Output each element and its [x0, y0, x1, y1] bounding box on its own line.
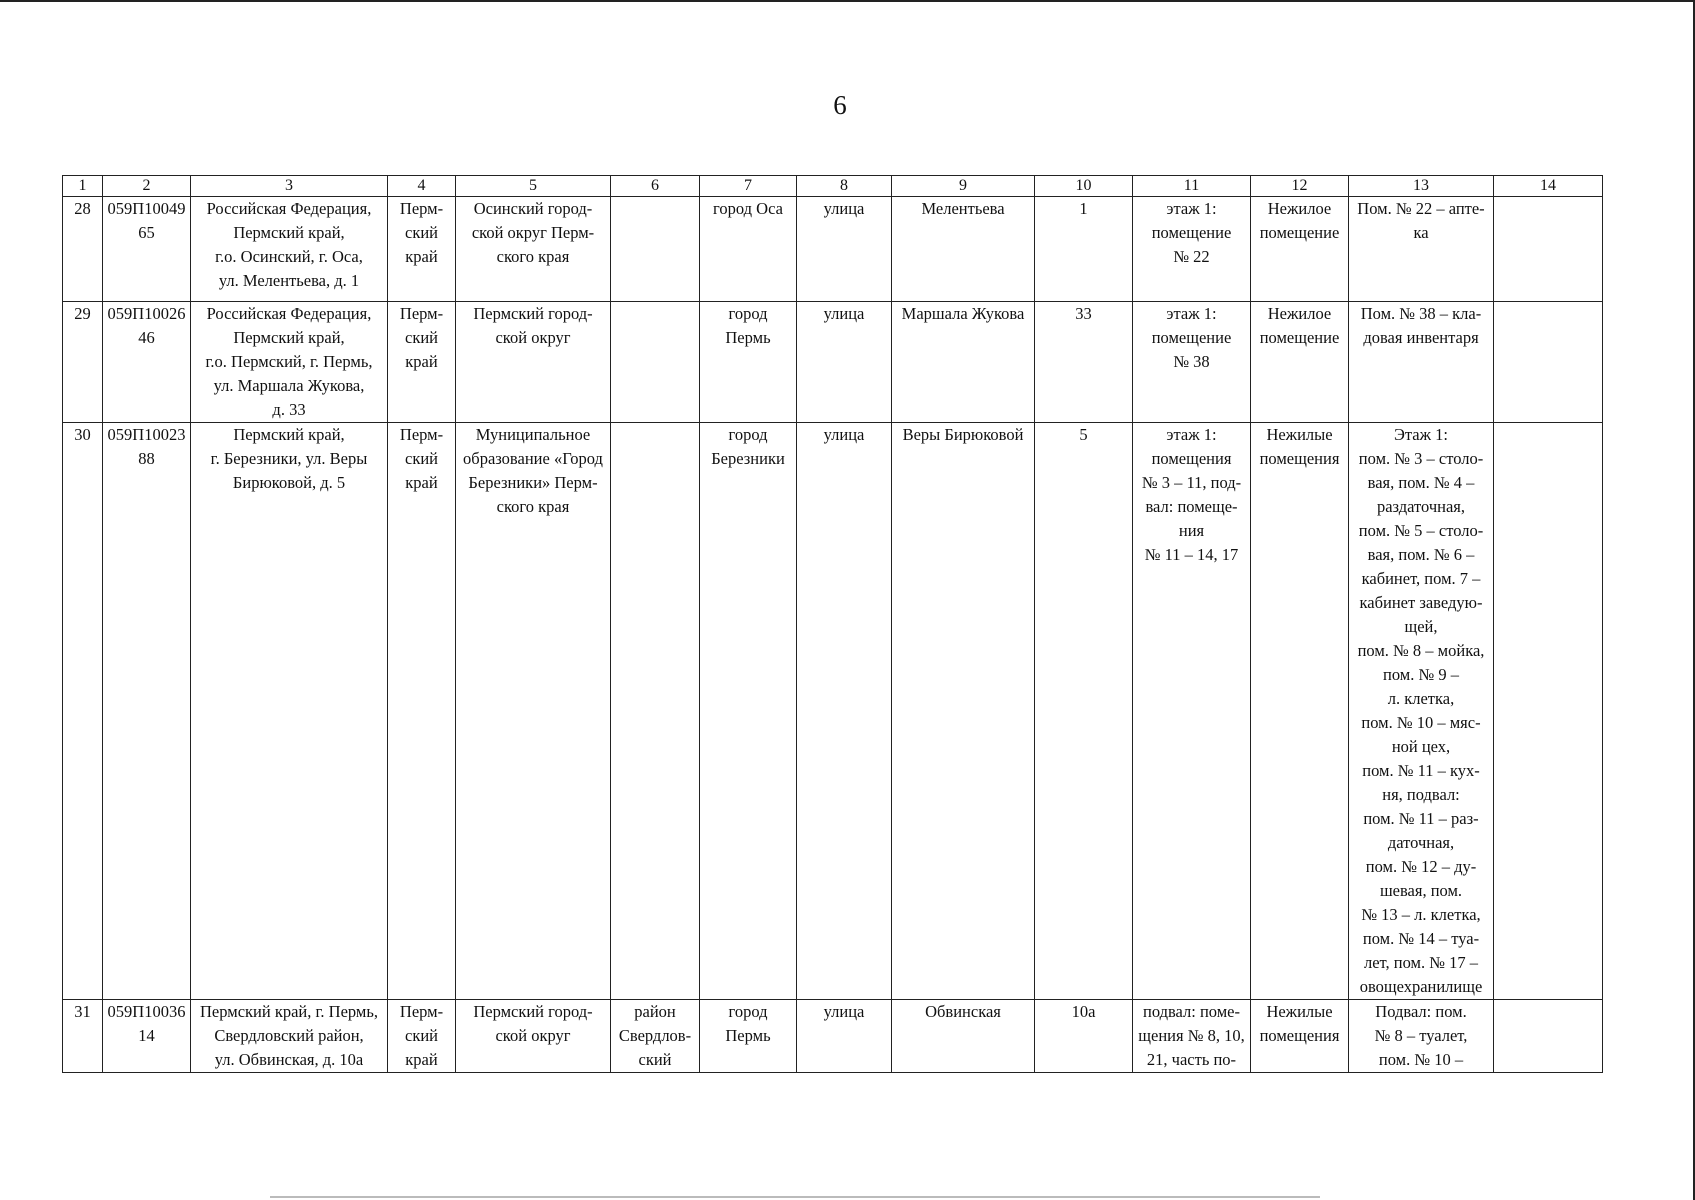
- house-number-cell: [1035, 197, 1133, 302]
- cell-text-line: ка: [1413, 223, 1429, 242]
- settlement-cell: [700, 197, 797, 302]
- cell-text-line: Березники» Перм-: [468, 473, 598, 492]
- cell-text-line: ского края: [496, 247, 570, 266]
- cell-text-line: 059П10049: [107, 199, 186, 218]
- cell-text-line: Российская Федерация,: [206, 199, 372, 218]
- street-cell: [892, 302, 1035, 423]
- cadastral-code-cell: [103, 197, 191, 302]
- cell-text-line: ский: [405, 328, 438, 347]
- cell-text-line: Нежилое: [1267, 304, 1332, 323]
- municipality-cell: [456, 423, 611, 1000]
- cell-text-line: даточная,: [1387, 833, 1455, 852]
- column-header: 9: [892, 176, 1035, 197]
- cell-text-line: город: [728, 304, 768, 323]
- cell-text-line: помещение: [1259, 328, 1340, 347]
- cell-text-line: этаж 1:: [1166, 425, 1217, 444]
- cell-text-line: Свердлов-: [618, 1026, 692, 1045]
- cell-text-line: Осинский город-: [473, 199, 593, 218]
- cell-text-line: Пермский край, г. Пермь,: [200, 1002, 378, 1021]
- note-cell: [1494, 302, 1603, 423]
- cell-text-line: помещение: [1151, 223, 1232, 242]
- house-number-cell: [1035, 302, 1133, 423]
- cell-text-line: Нежилые: [1266, 1002, 1333, 1021]
- row-number-cell: 31: [63, 1000, 103, 1073]
- cell-text-line: раздаточная,: [1376, 497, 1466, 516]
- cell-text-line: край: [405, 247, 438, 266]
- cell-text-line: лет, пом. № 17 –: [1364, 953, 1478, 972]
- note-cell: [1494, 197, 1603, 302]
- cell-text-line: улица: [823, 304, 865, 323]
- cell-text-line: 10а: [1071, 1002, 1096, 1021]
- settlement-cell: [700, 302, 797, 423]
- house-number-cell: [1035, 1000, 1133, 1073]
- column-header: 10: [1035, 176, 1133, 197]
- address-cell: [191, 197, 388, 302]
- premises-description-cell: [1349, 302, 1494, 423]
- cell-text-line: щения № 8, 10,: [1138, 1026, 1245, 1045]
- cell-text-line: ский: [405, 223, 438, 242]
- row-number-cell: 28: [63, 197, 103, 302]
- cadastral-code-cell: [103, 423, 191, 1000]
- cell-text-line: 88: [138, 449, 155, 468]
- cell-text-line: Пермь: [725, 1026, 771, 1045]
- column-header: 13: [1349, 176, 1494, 197]
- cell-text-line: этаж 1:: [1166, 304, 1217, 323]
- cell-text-line: 059П10026: [107, 304, 186, 323]
- cell-text-line: ул. Маршала Жукова,: [213, 376, 365, 395]
- cell-text-line: Маршала Жукова: [901, 304, 1025, 323]
- cell-text-line: вал: помеще-: [1145, 497, 1238, 516]
- cell-text-line: Российская Федерация,: [206, 304, 372, 323]
- cell-text-line: Перм-: [399, 1002, 444, 1021]
- address-cell: [191, 302, 388, 423]
- cell-text-line: д. 33: [272, 400, 306, 419]
- column-header: 6: [611, 176, 700, 197]
- cell-text-line: пом. № 5 – столо-: [1358, 521, 1484, 540]
- cell-text-line: Нежилое: [1267, 199, 1332, 218]
- cell-text-line: пом. № 8 – мойка,: [1357, 641, 1485, 660]
- cell-text-line: кабинет заведую-: [1359, 593, 1483, 612]
- cell-text-line: пом. № 9 –: [1383, 665, 1459, 684]
- cadastral-code-cell: [103, 1000, 191, 1073]
- cell-text-line: пом. № 12 – ду-: [1365, 857, 1477, 876]
- premises-type-cell: [1251, 1000, 1349, 1073]
- premises-description-cell: [1349, 197, 1494, 302]
- premises-cell: [1133, 302, 1251, 423]
- cell-text-line: Бирюковой, д. 5: [232, 473, 346, 492]
- cell-text-line: Пермский край,: [233, 425, 345, 444]
- cell-text-line: Муниципальное: [475, 425, 591, 444]
- cell-text-line: улица: [823, 1002, 865, 1021]
- house-number-cell: [1035, 423, 1133, 1000]
- cell-text-line: ский: [638, 1050, 672, 1069]
- district-cell: [611, 302, 700, 423]
- cell-text-line: 21, часть по-: [1146, 1050, 1237, 1069]
- scan-bottom-mark: [270, 1196, 1320, 1198]
- cell-text-line: подвал: поме-: [1142, 1002, 1240, 1021]
- cell-text-line: образование «Город: [463, 449, 603, 468]
- region-cell: [388, 302, 456, 423]
- table-body: [63, 176, 1603, 1073]
- cell-text-line: пом. № 10 – мяс-: [1361, 713, 1481, 732]
- cadastral-code-cell: [103, 302, 191, 423]
- column-header: 11: [1133, 176, 1251, 197]
- cell-text-line: Пермский город-: [473, 304, 593, 323]
- premises-description-cell: [1349, 423, 1494, 1000]
- table-row: [63, 302, 1603, 423]
- premises-type-cell: [1251, 197, 1349, 302]
- cell-text-line: улица: [823, 425, 865, 444]
- cell-text-line: Пом. № 38 – кла-: [1360, 304, 1482, 323]
- cell-text-line: г.о. Пермский, г. Пермь,: [205, 352, 373, 371]
- cell-text-line: ня, подвал:: [1382, 785, 1460, 804]
- cell-text-line: л. клетка,: [1387, 689, 1455, 708]
- cell-text-line: ул. Обвинская, д. 10а: [214, 1050, 364, 1069]
- street-cell: [892, 423, 1035, 1000]
- cell-text-line: Подвал: пом.: [1375, 1002, 1467, 1021]
- premises-register-table: [62, 175, 1603, 1073]
- premises-cell: [1133, 1000, 1251, 1073]
- address-cell: [191, 423, 388, 1000]
- cell-text-line: Пермский край,: [233, 223, 345, 242]
- premises-type-cell: [1251, 302, 1349, 423]
- cell-text-line: Пом. № 22 – апте-: [1357, 199, 1485, 218]
- column-header: 4: [388, 176, 456, 197]
- municipality-cell: [456, 1000, 611, 1073]
- region-cell: [388, 197, 456, 302]
- row-number-cell: 29: [63, 302, 103, 423]
- street-type-cell: [797, 1000, 892, 1073]
- table-row: [63, 197, 1603, 302]
- column-header: 12: [1251, 176, 1349, 197]
- cell-text-line: край: [405, 473, 438, 492]
- cell-text-line: № 8 – туалет,: [1374, 1026, 1468, 1045]
- cell-text-line: Этаж 1:: [1394, 425, 1448, 444]
- premises-cell: [1133, 423, 1251, 1000]
- cell-text-line: 14: [138, 1026, 155, 1045]
- cell-text-line: помещения: [1259, 1026, 1340, 1045]
- cell-text-line: 5: [1079, 425, 1088, 444]
- table-row: [63, 423, 1603, 1000]
- district-cell: [611, 197, 700, 302]
- cell-text-line: Пермский город-: [473, 1002, 593, 1021]
- cell-text-line: 33: [1075, 304, 1092, 323]
- cell-text-line: Пермский край,: [233, 328, 345, 347]
- cell-text-line: Пермь: [725, 328, 771, 347]
- cell-text-line: вая, пом. № 6 –: [1367, 545, 1475, 564]
- column-number-row: [63, 176, 1603, 197]
- settlement-cell: [700, 423, 797, 1000]
- cell-text-line: край: [405, 1050, 438, 1069]
- cell-text-line: Мелентьева: [921, 199, 1005, 218]
- cell-text-line: 65: [138, 223, 155, 242]
- cell-text-line: улица: [823, 199, 865, 218]
- cell-text-line: помещение: [1151, 328, 1232, 347]
- cell-text-line: помещение: [1259, 223, 1340, 242]
- cell-text-line: Перм-: [399, 199, 444, 218]
- cell-text-line: 46: [138, 328, 155, 347]
- cell-text-line: пом. № 14 – туа-: [1362, 929, 1480, 948]
- municipality-cell: [456, 302, 611, 423]
- cell-text-line: № 38: [1173, 352, 1210, 371]
- cell-text-line: 059П10036: [107, 1002, 186, 1021]
- note-cell: [1494, 1000, 1603, 1073]
- address-cell: [191, 1000, 388, 1073]
- cell-text-line: Нежилые: [1266, 425, 1333, 444]
- street-type-cell: [797, 197, 892, 302]
- cell-text-line: 1: [1079, 199, 1088, 218]
- cell-text-line: № 22: [1173, 247, 1210, 266]
- street-type-cell: [797, 302, 892, 423]
- street-cell: [892, 1000, 1035, 1073]
- column-header: 7: [700, 176, 797, 197]
- column-header: 14: [1494, 176, 1603, 197]
- cell-text-line: ния: [1178, 521, 1205, 540]
- cell-text-line: пом. № 11 – раз-: [1363, 809, 1479, 828]
- cell-text-line: ской округ: [495, 328, 571, 347]
- cell-text-line: ской округ: [495, 1026, 571, 1045]
- cell-text-line: город: [728, 425, 768, 444]
- district-cell: [611, 1000, 700, 1073]
- column-header: 3: [191, 176, 388, 197]
- cell-text-line: 059П10023: [107, 425, 186, 444]
- premises-type-cell: [1251, 423, 1349, 1000]
- cell-text-line: № 13 – л. клетка,: [1361, 905, 1481, 924]
- column-header: 2: [103, 176, 191, 197]
- settlement-cell: [700, 1000, 797, 1073]
- cell-text-line: район: [634, 1002, 676, 1021]
- cell-text-line: ской округ Перм-: [471, 223, 595, 242]
- cell-text-line: Свердловский район,: [214, 1026, 364, 1045]
- cell-text-line: ского края: [496, 497, 570, 516]
- cell-text-line: г.о. Осинский, г. Оса,: [215, 247, 363, 266]
- cell-text-line: довая инвентаря: [1363, 328, 1479, 347]
- cell-text-line: город: [728, 1002, 768, 1021]
- district-cell: [611, 423, 700, 1000]
- cell-text-line: этаж 1:: [1166, 199, 1217, 218]
- cell-text-line: Перм-: [399, 304, 444, 323]
- cell-text-line: вая, пом. № 4 –: [1367, 473, 1475, 492]
- cell-text-line: ский: [405, 449, 438, 468]
- note-cell: [1494, 423, 1603, 1000]
- cell-text-line: кабинет, пом. 7 –: [1361, 569, 1481, 588]
- cell-text-line: Березники: [711, 449, 785, 468]
- table-row: [63, 1000, 1603, 1073]
- cell-text-line: щей,: [1404, 617, 1438, 636]
- cell-text-line: № 3 – 11, под-: [1141, 473, 1242, 492]
- row-number-cell: 30: [63, 423, 103, 1000]
- cell-text-line: овощехранилище: [1359, 977, 1483, 996]
- municipality-cell: [456, 197, 611, 302]
- cell-text-line: пом. № 11 – кух-: [1362, 761, 1480, 780]
- cell-text-line: ский: [405, 1026, 438, 1045]
- cell-text-line: пом. № 3 – столо-: [1358, 449, 1484, 468]
- cell-text-line: пом. № 10 –: [1378, 1050, 1464, 1069]
- column-header: 8: [797, 176, 892, 197]
- column-header: 1: [63, 176, 103, 197]
- street-cell: [892, 197, 1035, 302]
- column-header: 5: [456, 176, 611, 197]
- street-type-cell: [797, 423, 892, 1000]
- cell-text-line: край: [405, 352, 438, 371]
- cell-text-line: ной цех,: [1391, 737, 1451, 756]
- cell-text-line: Обвинская: [925, 1002, 1001, 1021]
- cell-text-line: № 11 – 14, 17: [1144, 545, 1239, 564]
- scan-top-edge: [0, 0, 1695, 2]
- premises-description-cell: [1349, 1000, 1494, 1073]
- cell-text-line: ул. Мелентьева, д. 1: [218, 271, 360, 290]
- cell-text-line: г. Березники, ул. Веры: [210, 449, 368, 468]
- cell-text-line: город Оса: [713, 199, 783, 218]
- region-cell: [388, 423, 456, 1000]
- cell-text-line: помещения: [1259, 449, 1340, 468]
- premises-cell: [1133, 197, 1251, 302]
- cell-text-line: шевая, пом.: [1379, 881, 1463, 900]
- cell-text-line: Веры Бирюковой: [902, 425, 1024, 444]
- region-cell: [388, 1000, 456, 1073]
- cell-text-line: помещения: [1151, 449, 1232, 468]
- page-number: 6: [833, 90, 847, 120]
- cell-text-line: Перм-: [399, 425, 444, 444]
